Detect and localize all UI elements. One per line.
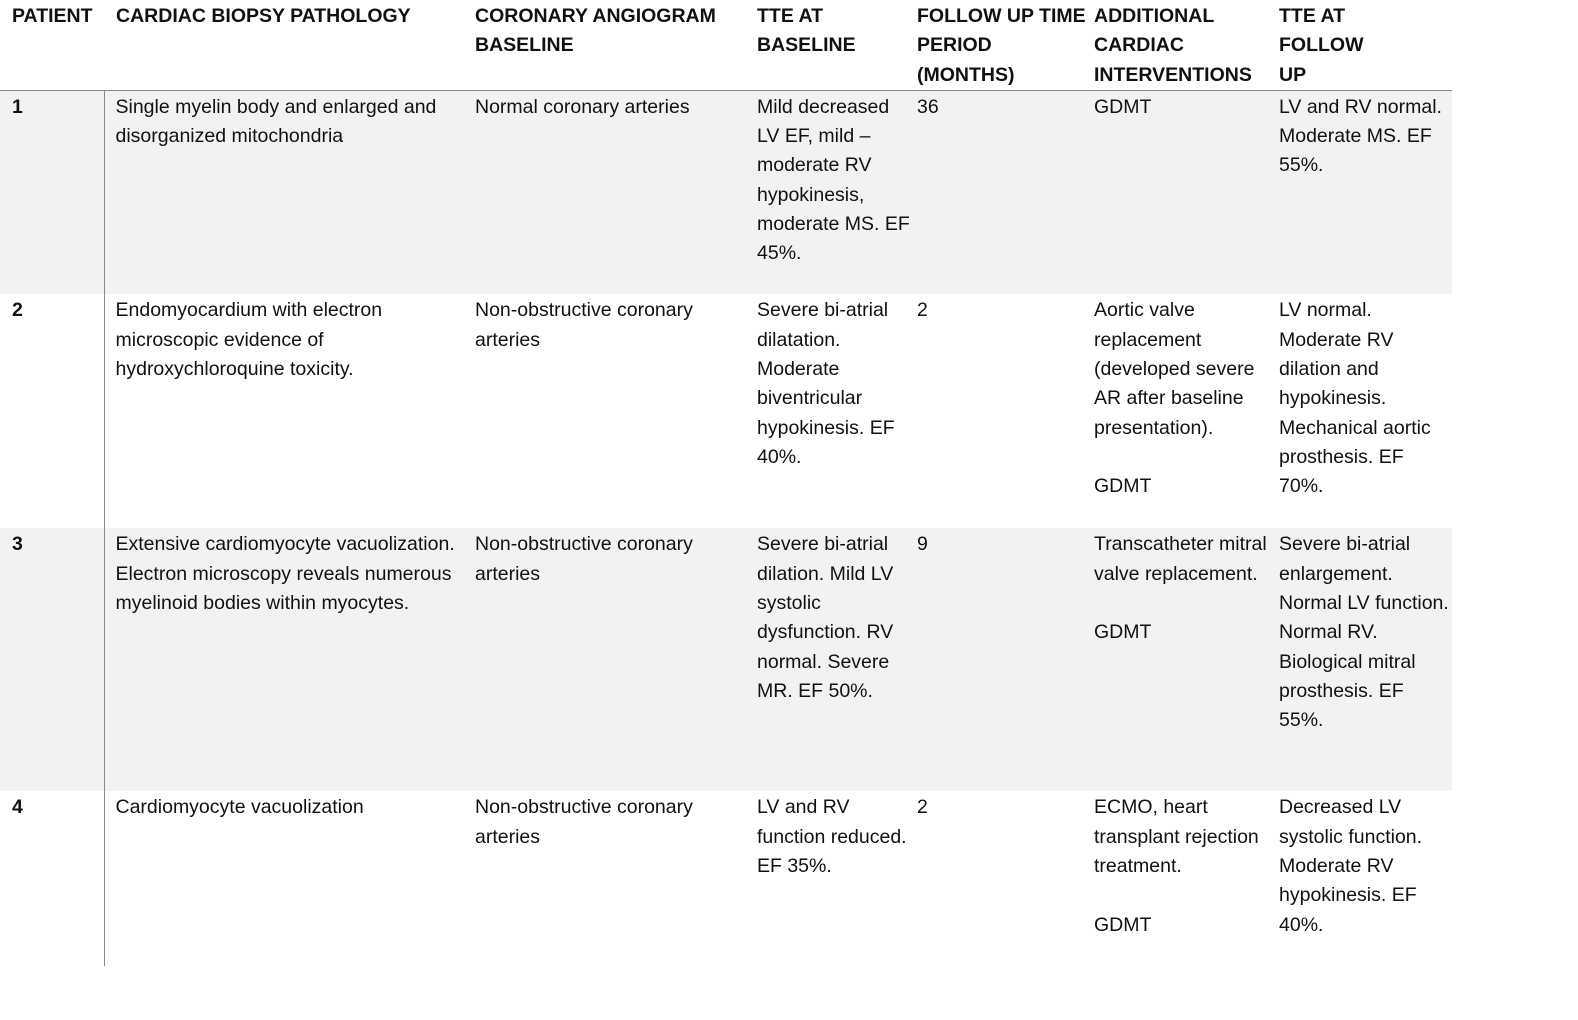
header-patient: PATIENT — [0, 0, 104, 90]
table-row — [0, 90, 1452, 294]
tte-follow-up: Decreased LV systolic function. Moderate RV hypokinesis. EF 40%. — [1279, 796, 1423, 936]
biopsy-pathology: Cardiomyocyte vacuolization — [104, 791, 475, 966]
angiogram-baseline: Non-obstructive coronary arteries — [475, 796, 693, 848]
biopsy-pathology: Single myelin body and enlarged and disorganized mitochondria — [104, 90, 475, 294]
tte-baseline: LV and RV function reduced. EF 35%. — [757, 796, 907, 877]
tte-baseline: Severe bi-atrial dilatation. Moderate biventricular hypokinesis. EF 40%. — [757, 299, 895, 468]
table-row — [0, 294, 1452, 528]
follow-up-months: 36 — [917, 90, 1094, 294]
tte-baseline: Mild decreased LV EF, mild – moderate RV hypokinesis, moderate MS. EF 45%. — [757, 90, 917, 294]
interventions: Transcatheter mitral valve replacement. GDMT — [1094, 528, 1279, 791]
header-interventions: ADDITIONAL CARDIAC INTERVENTIONS — [1094, 0, 1279, 90]
biopsy-pathology: Extensive cardiomyocyte vacuolization. Electron microscopy reveals numerous myelinoid bodies within myocytes. — [104, 528, 475, 791]
patient-id: 2 — [12, 299, 23, 322]
header-biopsy: CARDIAC BIOPSY PATHOLOGY — [104, 0, 475, 90]
angiogram-baseline: Non-obstructive coronary arteries — [475, 528, 757, 791]
header-follow-up: FOLLOW UP TIME PERIOD (MONTHS) — [917, 0, 1094, 90]
follow-up-months: 2 — [917, 299, 928, 322]
tte-follow-up: Severe bi-atrial enlargement. Normal LV function. Normal RV. Biological mitral prosthesis. EF 55%. — [1279, 528, 1452, 791]
tte-follow-up: LV and RV normal. Moderate MS. EF 55%. — [1279, 90, 1452, 294]
header-row — [0, 0, 1452, 90]
follow-up-months: 9 — [917, 528, 1094, 791]
tte-follow-up: LV normal. Moderate RV dilation and hypokinesis. Mechanical aortic prosthesis. EF 70%. — [1279, 299, 1431, 498]
angiogram-baseline: Non-obstructive coronary arteries — [475, 299, 693, 351]
table-row — [0, 528, 1452, 791]
interventions: Aortic valve replacement (developed severe AR after baseline presentation). GDMT — [1094, 299, 1255, 498]
follow-up-months: 2 — [917, 796, 928, 819]
interventions: ECMO, heart transplant rejection treatment. GDMT — [1094, 796, 1259, 936]
table-row — [0, 791, 1452, 966]
patient-id: 4 — [12, 796, 23, 819]
angiogram-baseline: Normal coronary arteries — [475, 90, 757, 294]
patient-id: 1 — [0, 90, 104, 294]
header-angiogram: CORONARY ANGIOGRAM BASELINE — [475, 0, 757, 90]
header-tte-follow-up: TTE AT FOLLOW UP — [1279, 0, 1452, 90]
header-tte-baseline: TTE AT BASELINE — [757, 0, 917, 90]
biopsy-pathology: Endomyocardium with electron microscopic evidence of hydroxychloroquine toxicity. — [104, 294, 475, 528]
interventions: GDMT — [1094, 90, 1279, 294]
patient-id: 3 — [0, 528, 104, 791]
tte-baseline: Severe bi-atrial dilation. Mild LV systolic dysfunction. RV normal. Severe MR. EF 50%. — [757, 528, 917, 791]
